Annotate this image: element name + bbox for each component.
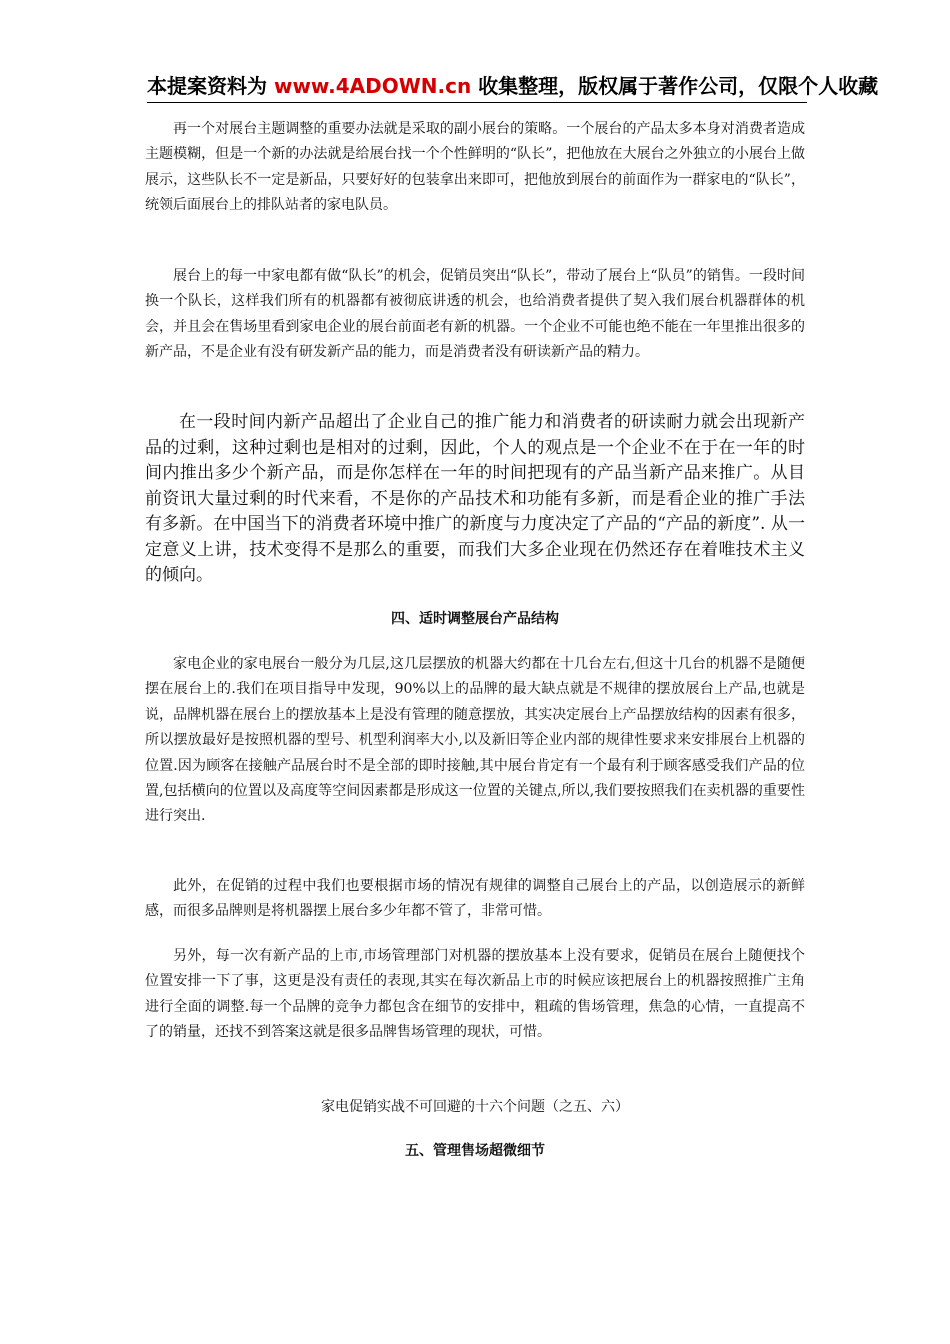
series-title: 家电促销实战不可回避的十六个问题（之五、六） <box>321 1099 629 1115</box>
section4-heading: 四、适时调整展台产品结构 <box>391 611 559 627</box>
paragraph-product-surplus: 在一段时间内新产品超出了企业自己的推广能力和消费者的研读耐力就会出现新产品的过剩，这种过剩也是相对的过剩，因此，个人的观点是一个企业不在于在一年的时间内推出多少个新产品，而是你怎样在一年的时间把现有的产品当新产品来推广。从目前资讯大量过剩的时代来看，不是你的产品技术和功能有多新，而是看企业的推广手法有多新。在中国当下的消费者环境中推广的新度与力度决定了产品的“产品的新度”. 从一定意义上讲，技术变得不是那么的重要，而我们大多企业现在仍然还存在着唯技术主义的倾向。 <box>145 412 805 585</box>
paragraph-captain-rotation: 展台上的每一中家电都有做“队长”的机会，促销员突出“队长”，带动了展台上“队员”的销售。一段时间换一个队长，这样我们所有的机器都有被彻底讲透的机会，也给消费者提供了契入我们展台机器群体的机会，并且会在售场里看到家电企业的展台前面老有新的机器。一个企业不可能也绝不能在一年里推出很多的新产品，不是企业有没有研发新产品的能力，而是消费者没有研读新产品的精力。 <box>145 268 805 361</box>
paragraph-freshness: 此外，在促销的过程中我们也要根据市场的情况有规律的调整自己展台上的产品，以创造展示的新鲜感，而很多品牌则是将机器摆上展台多少年都不管了，非常可惜。 <box>145 878 805 920</box>
header-divider <box>147 102 807 103</box>
paragraph-stand-layout: 家电企业的家电展台一般分为几层,这几层摆放的机器大约都在十几台左右,但这十几台的机器不是随便摆在展台上的.我们在项目指导中发现，90%以上的品牌的最大缺点就是不规律的摆放展台上产品,也就是说，品牌机器在展台上的摆放基本上是没有管理的随意摆放，其实决定展台上产品摆放结构的因素有很多，所以摆放最好是按照机器的型号、机型利润率大小,以及新旧等企业内部的规律性要求来安排展台上机器的位置.因为顾客在接触产品展台时不是全部的即时接触,其中展台肯定有一个最有利于顾客感受我们产品的位置,包括横向的位置以及高度等空间因素都是形成这一位置的关键点,所以,我们要按照我们在卖机器的重要性进行突出. <box>145 656 805 825</box>
paragraph-new-launch: 另外，每一次有新产品的上市,市场管理部门对机器的摆放基本上没有要求，促销员在展台上随便找个位置安排一下了事，这更是没有责任的表现,其实在每次新品上市的时候应该把展台上的机器按照推广主角进行全面的调整.每一个品牌的竞争力都包含在细节的安排中，粗疏的售场管理，焦急的心情，一直提高不了的销量，还找不到答案这就是很多品牌售场管理的现状，可惜。 <box>145 948 805 1041</box>
header-brand-link[interactable]: www.4ADOWN.cn <box>273 74 472 98</box>
section5-heading: 五、管理售场超微细节 <box>405 1143 545 1159</box>
header-suffix: 收集整理，版权属于著作公司，仅限个人收藏 <box>471 74 879 98</box>
header-prefix: 本提案资料为 <box>147 74 274 98</box>
document-header <box>147 72 950 106</box>
paragraph-side-stand-strategy: 再一个对展台主题调整的重要办法就是采取的副小展台的策略。一个展台的产品太多本身对消费者造成主题模糊，但是一个新的办法就是给展台找一个个性鲜明的“队长”，把他放在大展台之外独立的小展台上做展示，这些队长不一定是新品，只要好好的包装拿出来即可，把他放到展台的前面作为一群家电的“队长”，统领后面展台上的排队站者的家电队员。 <box>145 121 805 214</box>
